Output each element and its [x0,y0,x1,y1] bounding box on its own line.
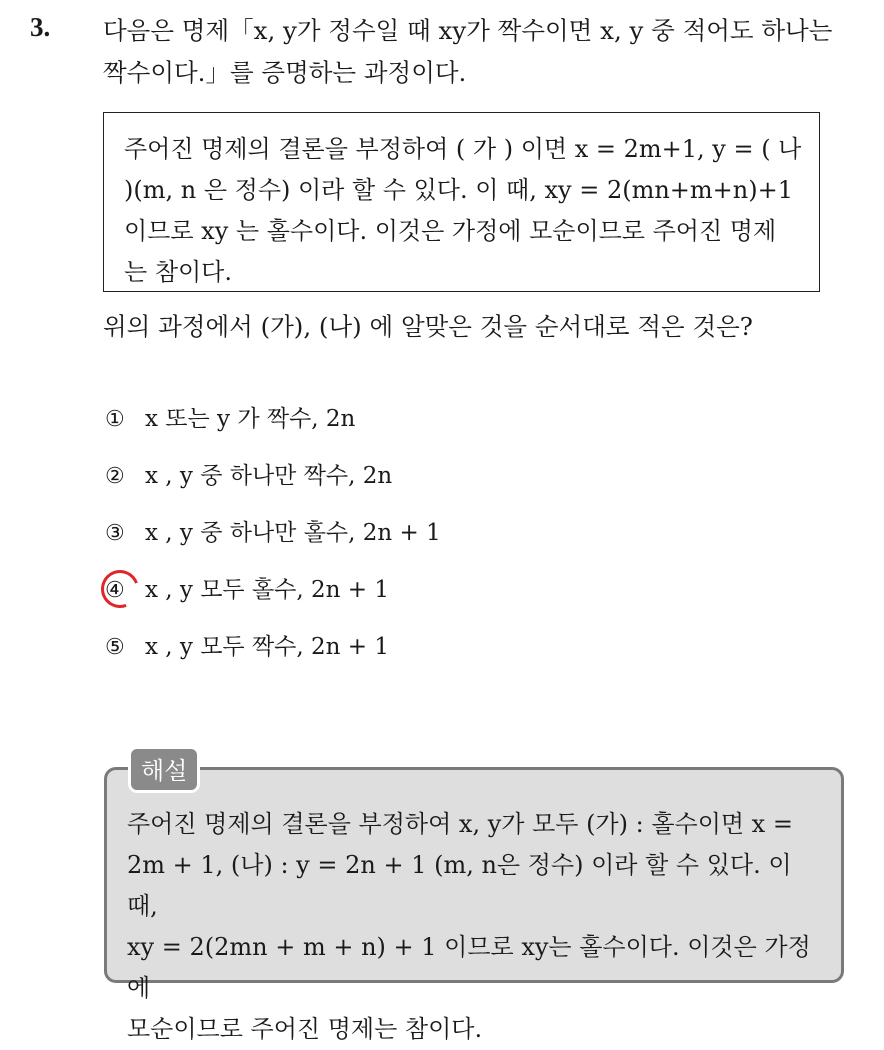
choice-text: x 또는 y 가 짝수, 2n [145,406,356,432]
answer-choices [105,398,441,683]
choice-number: ③ [105,521,125,546]
choice-text: x , y 중 하나만 홀수, 2n + 1 [145,520,441,546]
choice-2[interactable] [105,455,441,512]
solution-line-2: 2m + 1, (나) : y = 2n + 1 (m, n은 정수) 이라 할 수 있다. 이 때, [127,851,792,920]
question-stem [103,10,863,94]
proof-line-3: 이므로 xy 는 홀수이다. 이것은 가정에 모순이므로 주어진 명제 [124,217,777,245]
stem-line-2: 짝수이다.」를 증명하는 과정이다. [103,58,467,87]
stem-line-1: 다음은 명제「x, y가 정수일 때 xy가 짝수이면 x, y 중 적어도 하나는 [103,16,833,45]
instruction: 위의 과정에서 (가), (나) 에 알맞은 것을 순서대로 적은 것은? [103,312,753,341]
proof-line-4: 는 참이다. [124,258,232,286]
choice-4[interactable] [105,569,441,626]
choice-text: x , y 모두 홀수, 2n + 1 [145,577,389,603]
proof-line-1: 주어진 명제의 결론을 부정하여 ( 가 ) 이면 x = 2m+1, y = ( 나 [124,135,802,163]
choice-number-marked: ④ [105,570,145,612]
choice-1[interactable] [105,398,441,455]
choice-text: x , y 중 하나만 짝수, 2n [145,463,393,489]
solution-box [104,767,844,1043]
choice-3[interactable] [105,512,441,569]
solution-line-1: 주어진 명제의 결론을 부정하여 x, y가 모두 (가) : 홀수이면 x = [127,810,793,838]
choice-text: x , y 모두 짝수, 2n + 1 [145,634,389,660]
choice-number: ⑤ [105,635,125,660]
solution-line-3: xy = 2(2mn + m + n) + 1 이므로 xy는 홀수이다. 이것은 가정에 [127,933,811,1002]
solution-line-4: 모순이므로 주어진 명제는 참이다. [127,1015,483,1043]
solution-tab-label: 해설 [128,746,200,793]
choice-number: ① [105,407,125,432]
choice-5[interactable] [105,626,441,683]
proof-line-2: )(m, n 은 정수) 이라 할 수 있다. 이 때, xy = 2(mn+m+n)+1 [124,176,793,204]
proof-box [103,112,820,292]
choice-number: ② [105,464,125,489]
question-number: 3. [30,12,51,42]
